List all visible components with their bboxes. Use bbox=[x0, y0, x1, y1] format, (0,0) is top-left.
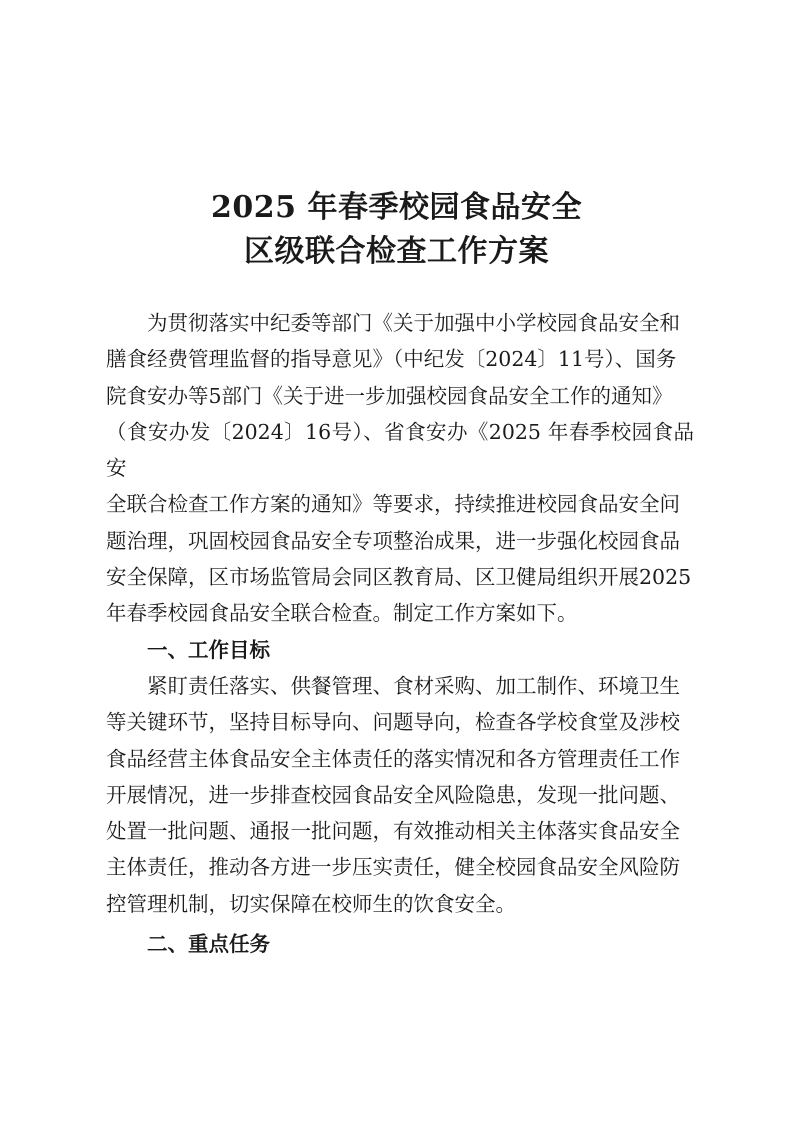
intro-paragraph bbox=[106, 305, 694, 632]
intro-line: 年春季校园食品安全联合检查。制定工作方案如下。 bbox=[106, 601, 578, 626]
title-line-1: 2025 年春季校园食品安全 bbox=[211, 190, 582, 225]
intro-line: 安全保障，区市场监管局会同区教育局、区卫健局组织开展2025 bbox=[106, 565, 692, 590]
goals-line: 控管理机制，切实保障在校师生的饮食安全。 bbox=[106, 891, 516, 916]
goals-line: 主体责任，推动各方进一步压实责任，健全校园食品安全风险防 bbox=[106, 855, 680, 880]
intro-line: 为贯彻落实中纪委等部门《关于加强中小学校园食品安全和 bbox=[147, 311, 680, 335]
goals-line: 紧盯责任落实、供餐管理、食材采购、加工制作、环境卫生 bbox=[147, 673, 680, 698]
document-body bbox=[106, 305, 694, 962]
intro-line: 题治理，巩固校园食品安全专项整治成果，进一步强化校园食品 bbox=[106, 528, 680, 553]
intro-line: 膳食经费管理监督的指导意见》（中纪发〔2024〕11号）、国务 bbox=[106, 347, 677, 372]
goals-line: 等关键环节，坚持目标导向、问题导向，检查各学校食堂及涉校 bbox=[106, 710, 680, 735]
goals-line: 开展情况，进一步排查校园食品安全风险隐患，发现一批问题、 bbox=[106, 782, 680, 807]
title-line-2: 区级联合检查工作方案 bbox=[244, 234, 549, 269]
goals-paragraph bbox=[106, 668, 694, 922]
goals-line: 处置一批问题、通报一批问题，有效推动相关主体落实食品安全 bbox=[106, 819, 680, 844]
intro-line: （食安办发〔2024〕16号）、省食安办《2025 年春季校园食品安 bbox=[106, 419, 694, 481]
goals-line: 食品经营主体食品安全主体责任的落实情况和各方管理责任工作 bbox=[106, 746, 680, 771]
section-heading-tasks: 二、重点任务 bbox=[147, 932, 270, 957]
section-heading-goals: 一、工作目标 bbox=[147, 637, 270, 662]
document-title bbox=[0, 186, 793, 274]
intro-line: 全联合检查工作方案的通知》等要求，持续推进校园食品安全问 bbox=[106, 492, 680, 517]
intro-line: 院食安办等5部门《关于进一步加强校园食品安全工作的通知》 bbox=[106, 383, 673, 408]
